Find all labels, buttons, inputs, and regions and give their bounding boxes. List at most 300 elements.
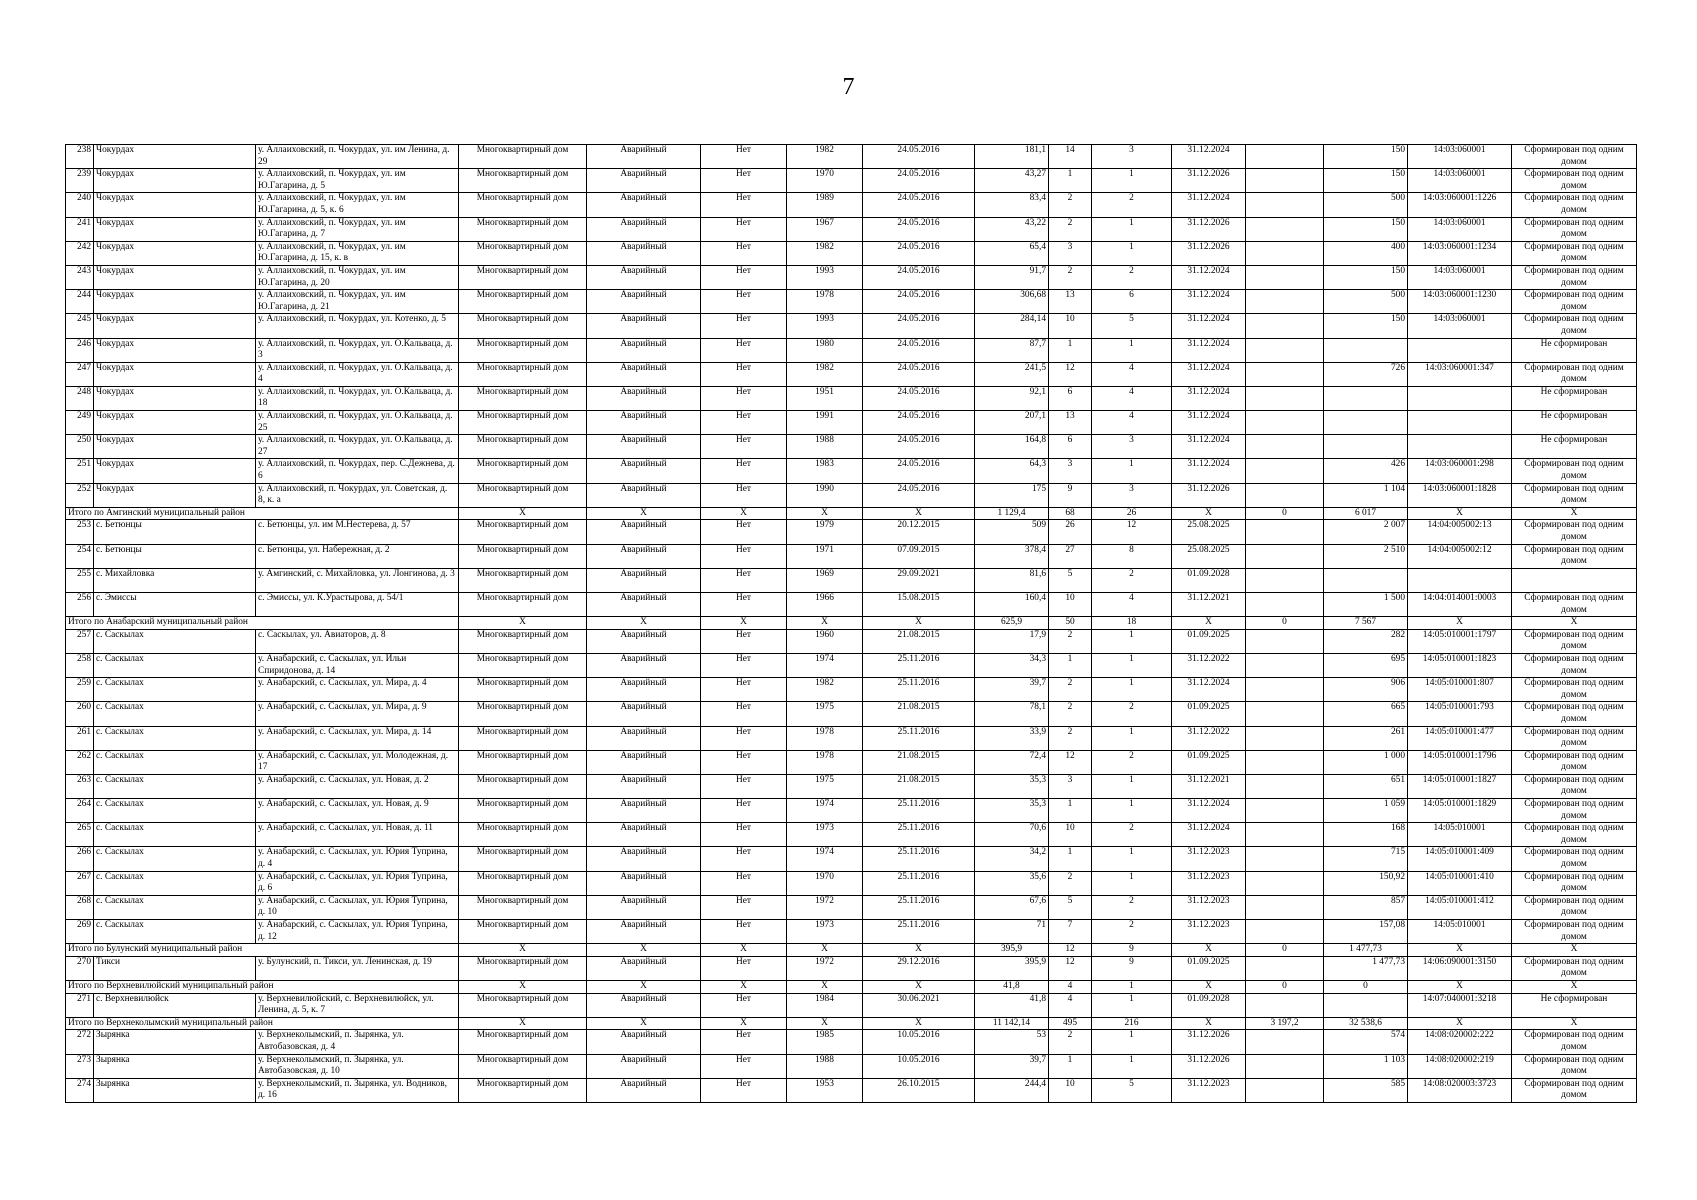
table-cell: 14:06:090001:3150 xyxy=(1408,956,1512,980)
table-cell: 242 xyxy=(66,241,94,265)
table-cell: 31.12.2021 xyxy=(1172,774,1246,798)
table-cell: 31.12.2023 xyxy=(1172,895,1246,919)
table-cell: 24.05.2016 xyxy=(863,435,975,459)
table-cell: Нет xyxy=(701,362,787,386)
table-cell: 25.11.2016 xyxy=(863,847,975,871)
table-cell: 1972 xyxy=(787,895,863,919)
table-cell: 1 xyxy=(1049,338,1092,362)
table-cell: 262 xyxy=(66,750,94,774)
table-cell: 4 xyxy=(1092,592,1172,616)
table-cell: 18 xyxy=(1092,617,1172,630)
table-cell: 181,1 xyxy=(975,145,1049,169)
table-cell: Не сформирован xyxy=(1512,993,1637,1017)
table-cell: 43,22 xyxy=(975,217,1049,241)
table-cell: у. Анабарский, с. Саскылах, ул. Новая, д. 9 xyxy=(256,799,459,823)
table-cell: 247 xyxy=(66,362,94,386)
table-cell: 3 197,2 xyxy=(1246,1017,1324,1030)
table-row xyxy=(66,629,1637,653)
table-cell: Нет xyxy=(701,483,787,507)
table-cell: 715 xyxy=(1324,847,1408,871)
table-cell xyxy=(1408,411,1512,435)
table-cell: 0 xyxy=(1324,980,1408,993)
table-cell: Аварийный xyxy=(587,459,701,483)
table-cell: 25.11.2016 xyxy=(863,895,975,919)
table-cell: 164,8 xyxy=(975,435,1049,459)
table-cell: Аварийный xyxy=(587,544,701,568)
table-cell: 1 xyxy=(1092,980,1172,993)
table-cell: Не сформирован xyxy=(1512,435,1637,459)
table-cell: 1974 xyxy=(787,847,863,871)
table-cell: 1974 xyxy=(787,799,863,823)
table-cell: 0 xyxy=(1246,944,1324,957)
table-cell: 261 xyxy=(66,726,94,750)
table-cell: Сформирован под одним домом xyxy=(1512,823,1637,847)
table-cell: 11 142,14 xyxy=(975,1017,1049,1030)
table-cell: у. Аллаиховский, п. Чокурдах, ул. им Ю.Гагарина, д. 5 xyxy=(256,169,459,193)
table-cell: с. Саскылах xyxy=(94,702,256,726)
table-cell: 651 xyxy=(1324,774,1408,798)
table-cell: Аварийный xyxy=(587,169,701,193)
table-cell: 24.05.2016 xyxy=(863,265,975,289)
table-cell: 282 xyxy=(1324,629,1408,653)
table-cell: 5 xyxy=(1092,1078,1172,1102)
table-cell: 2 xyxy=(1092,193,1172,217)
table-cell: 14:08:020002:219 xyxy=(1408,1054,1512,1078)
table-cell: X xyxy=(701,944,787,957)
table-cell xyxy=(1246,265,1324,289)
district-total-row xyxy=(66,1017,1637,1030)
table-cell: Аварийный xyxy=(587,895,701,919)
table-cell: 500 xyxy=(1324,193,1408,217)
table-row xyxy=(66,678,1637,702)
table-cell: Чокурдах xyxy=(94,314,256,338)
table-cell: 1993 xyxy=(787,314,863,338)
table-cell xyxy=(1246,193,1324,217)
table-cell: у. Аллаиховский, п. Чокурдах, ул. им Ю.Гагарина, д. 15, к. в xyxy=(256,241,459,265)
table-cell: у. Аллаиховский, п. Чокурдах, ул. О.Кальваца, д. 4 xyxy=(256,362,459,386)
table-cell: 3 xyxy=(1049,459,1092,483)
table-cell: у. Аллаиховский, п. Чокурдах, пер. С.Дежнева, д. 6 xyxy=(256,459,459,483)
table-cell: Нет xyxy=(701,920,787,944)
table-cell: Чокурдах xyxy=(94,435,256,459)
table-cell: Чокурдах xyxy=(94,411,256,435)
table-cell: Сформирован под одним домом xyxy=(1512,314,1637,338)
table-cell: 268 xyxy=(66,895,94,919)
table-cell: 26.10.2015 xyxy=(863,1078,975,1102)
table-row xyxy=(66,726,1637,750)
table-cell: Многоквартирный дом xyxy=(459,568,587,592)
table-cell: 238 xyxy=(66,145,94,169)
table-cell: 2 007 xyxy=(1324,520,1408,544)
table-cell: 24.05.2016 xyxy=(863,169,975,193)
table-cell: Чокурдах xyxy=(94,193,256,217)
table-cell: 01.09.2028 xyxy=(1172,568,1246,592)
table-cell: Нет xyxy=(701,568,787,592)
table-cell: X xyxy=(587,980,701,993)
table-cell: Сформирован под одним домом xyxy=(1512,895,1637,919)
table-cell: 426 xyxy=(1324,459,1408,483)
table-cell: 21.08.2015 xyxy=(863,750,975,774)
table-cell xyxy=(1324,568,1408,592)
table-cell: 1985 xyxy=(787,1030,863,1054)
table-cell: Многоквартирный дом xyxy=(459,362,587,386)
table-cell: 17,9 xyxy=(975,629,1049,653)
table-cell: Сформирован под одним домом xyxy=(1512,592,1637,616)
table-cell: 14:03:060001:1230 xyxy=(1408,290,1512,314)
table-cell: Нет xyxy=(701,193,787,217)
table-cell xyxy=(1246,145,1324,169)
table-cell: 5 xyxy=(1092,314,1172,338)
table-cell: 31.12.2023 xyxy=(1172,847,1246,871)
table-row xyxy=(66,217,1637,241)
table-cell: X xyxy=(1512,1017,1637,1030)
table-cell: 53 xyxy=(975,1030,1049,1054)
table-cell: 71 xyxy=(975,920,1049,944)
table-cell: 6 017 xyxy=(1324,507,1408,520)
table-cell: 14:03:060001 xyxy=(1408,217,1512,241)
table-cell: 32 538,6 xyxy=(1324,1017,1408,1030)
table-cell: 249 xyxy=(66,411,94,435)
table-cell: 1 xyxy=(1049,847,1092,871)
table-cell: у. Анабарский, с. Саскылах, ул. Мира, д. 9 xyxy=(256,702,459,726)
table-cell: Сформирован под одним домом xyxy=(1512,1078,1637,1102)
table-cell: 1 xyxy=(1092,847,1172,871)
table-cell: 31.12.2024 xyxy=(1172,338,1246,362)
table-cell: 4 xyxy=(1049,993,1092,1017)
table-cell: 12 xyxy=(1049,944,1092,957)
table-cell: 24.05.2016 xyxy=(863,338,975,362)
table-cell: 25.11.2016 xyxy=(863,871,975,895)
table-cell: 2 xyxy=(1092,895,1172,919)
table-cell: 7 567 xyxy=(1324,617,1408,630)
table-row xyxy=(66,386,1637,410)
table-cell: с. Саскылах xyxy=(94,871,256,895)
table-cell: 07.09.2015 xyxy=(863,544,975,568)
table-cell: Аварийный xyxy=(587,799,701,823)
table-cell: 15.08.2015 xyxy=(863,592,975,616)
table-cell: 2 xyxy=(1049,702,1092,726)
table-cell xyxy=(1246,483,1324,507)
table-cell: 1970 xyxy=(787,871,863,895)
table-cell: 1 xyxy=(1092,726,1172,750)
table-row xyxy=(66,1078,1637,1102)
table-cell: 1979 xyxy=(787,520,863,544)
table-cell: 01.09.2028 xyxy=(1172,993,1246,1017)
table-row xyxy=(66,920,1637,944)
table-row xyxy=(66,265,1637,289)
table-cell: 1971 xyxy=(787,544,863,568)
table-cell xyxy=(1246,568,1324,592)
table-cell: 70,6 xyxy=(975,823,1049,847)
table-cell xyxy=(1246,592,1324,616)
table-cell: X xyxy=(701,617,787,630)
district-total-label: Итого по Анабарский муниципальный район xyxy=(66,617,459,630)
table-cell: Многоквартирный дом xyxy=(459,435,587,459)
table-cell: Аварийный xyxy=(587,592,701,616)
table-cell: Аварийный xyxy=(587,678,701,702)
table-cell: 150 xyxy=(1324,145,1408,169)
table-cell: 31.12.2023 xyxy=(1172,920,1246,944)
table-cell: 14:03:060001:1226 xyxy=(1408,193,1512,217)
table-cell: Сформирован под одним домом xyxy=(1512,920,1637,944)
table-row xyxy=(66,314,1637,338)
table-row xyxy=(66,362,1637,386)
table-cell: Сформирован под одним домом xyxy=(1512,1030,1637,1054)
table-cell: 857 xyxy=(1324,895,1408,919)
table-cell: 1 129,4 xyxy=(975,507,1049,520)
table-cell: X xyxy=(587,507,701,520)
table-cell: у. Анабарский, с. Саскылах, ул. Юрия Туприна, д. 4 xyxy=(256,847,459,871)
table-cell: у. Аллаиховский, п. Чокурдах, ул. им Ю.Гагарина, д. 7 xyxy=(256,217,459,241)
table-cell: 256 xyxy=(66,592,94,616)
table-cell: 14:05:010001:793 xyxy=(1408,702,1512,726)
table-cell: 29.09.2021 xyxy=(863,568,975,592)
table-row xyxy=(66,1054,1637,1078)
table-cell: Зырянка xyxy=(94,1054,256,1078)
table-cell: 43,27 xyxy=(975,169,1049,193)
table-cell: с. Саскылах xyxy=(94,823,256,847)
table-cell: Аварийный xyxy=(587,290,701,314)
table-cell: 3 xyxy=(1049,241,1092,265)
table-cell: 3 xyxy=(1049,774,1092,798)
table-cell: 1 xyxy=(1092,678,1172,702)
table-cell: Чокурдах xyxy=(94,338,256,362)
table-cell: Сформирован под одним домом xyxy=(1512,1054,1637,1078)
table-row xyxy=(66,871,1637,895)
table-cell: Многоквартирный дом xyxy=(459,411,587,435)
table-cell: Чокурдах xyxy=(94,217,256,241)
table-cell: с. Саскылах xyxy=(94,726,256,750)
table-cell: 31.12.2024 xyxy=(1172,314,1246,338)
table-cell: Аварийный xyxy=(587,265,701,289)
table-cell: 50 xyxy=(1049,617,1092,630)
table-cell: 400 xyxy=(1324,241,1408,265)
table-cell: 31.12.2021 xyxy=(1172,592,1246,616)
table-cell: 2 xyxy=(1092,265,1172,289)
table-cell: 31.12.2024 xyxy=(1172,678,1246,702)
table-cell: Многоквартирный дом xyxy=(459,1054,587,1078)
table-cell: 500 xyxy=(1324,290,1408,314)
table-cell: 14:03:060001:1828 xyxy=(1408,483,1512,507)
table-cell: с. Саскылах xyxy=(94,895,256,919)
table-cell: 2 xyxy=(1092,920,1172,944)
table-row xyxy=(66,520,1637,544)
table-cell xyxy=(1246,750,1324,774)
table-cell: 14:07:040001:3218 xyxy=(1408,993,1512,1017)
table-cell xyxy=(1246,544,1324,568)
table-cell: Аварийный xyxy=(587,920,701,944)
table-cell: Аварийный xyxy=(587,362,701,386)
table-cell xyxy=(1324,993,1408,1017)
table-cell: Нет xyxy=(701,544,787,568)
table-cell: 31.12.2024 xyxy=(1172,386,1246,410)
table-row xyxy=(66,993,1637,1017)
table-cell: 1 xyxy=(1092,774,1172,798)
table-cell: 6 xyxy=(1049,435,1092,459)
table-row xyxy=(66,956,1637,980)
table-cell: 14:03:060001 xyxy=(1408,145,1512,169)
table-cell: 34,2 xyxy=(975,847,1049,871)
table-cell: 4 xyxy=(1092,386,1172,410)
table-cell: у. Анабарский, с. Саскылах, ул. Мира, д. 4 xyxy=(256,678,459,702)
table-cell: X xyxy=(459,617,587,630)
table-cell: 31.12.2026 xyxy=(1172,241,1246,265)
table-cell: 24.05.2016 xyxy=(863,386,975,410)
table-cell: 27 xyxy=(1049,544,1092,568)
table-cell: 241,5 xyxy=(975,362,1049,386)
table-cell: X xyxy=(1408,1017,1512,1030)
table-cell: 1989 xyxy=(787,193,863,217)
table-cell: X xyxy=(1512,617,1637,630)
table-cell: Многоквартирный дом xyxy=(459,338,587,362)
table-cell: Нет xyxy=(701,265,787,289)
table-cell: 31.12.2024 xyxy=(1172,290,1246,314)
table-cell: 150,92 xyxy=(1324,871,1408,895)
table-cell: 284,14 xyxy=(975,314,1049,338)
table-cell: 9 xyxy=(1092,956,1172,980)
table-cell: Аварийный xyxy=(587,726,701,750)
table-cell: Аварийный xyxy=(587,483,701,507)
table-cell: 14:08:020002:222 xyxy=(1408,1030,1512,1054)
table-cell xyxy=(1246,895,1324,919)
table-cell: Нет xyxy=(701,314,787,338)
table-cell: 35,3 xyxy=(975,774,1049,798)
table-cell: 266 xyxy=(66,847,94,871)
table-cell: 175 xyxy=(975,483,1049,507)
table-cell xyxy=(1246,217,1324,241)
table-cell: Нет xyxy=(701,895,787,919)
table-cell: Нет xyxy=(701,145,787,169)
table-cell: 14:05:010001:412 xyxy=(1408,895,1512,919)
table-cell: 1 xyxy=(1092,799,1172,823)
table-cell xyxy=(1246,774,1324,798)
table-cell: 3 xyxy=(1092,483,1172,507)
table-cell: 253 xyxy=(66,520,94,544)
table-cell: у. Аллаиховский, п. Чокурдах, ул. им Ю.Гагарина, д. 5, к. 6 xyxy=(256,193,459,217)
housing-registry-table xyxy=(65,144,1637,1103)
table-cell: Нет xyxy=(701,774,787,798)
table-cell: 25.11.2016 xyxy=(863,799,975,823)
table-cell xyxy=(1246,338,1324,362)
table-cell: 272 xyxy=(66,1030,94,1054)
table-cell: Нет xyxy=(701,1054,787,1078)
table-cell: Аварийный xyxy=(587,338,701,362)
table-cell: Многоквартирный дом xyxy=(459,193,587,217)
table-cell: 1974 xyxy=(787,653,863,677)
table-cell: 10 xyxy=(1049,592,1092,616)
table-cell: 31.12.2024 xyxy=(1172,411,1246,435)
table-cell: 2 xyxy=(1049,193,1092,217)
table-cell: 1 xyxy=(1049,169,1092,193)
table-cell: X xyxy=(587,1017,701,1030)
table-cell: Чокурдах xyxy=(94,145,256,169)
table-cell xyxy=(1246,459,1324,483)
table-cell: 14:04:005002:12 xyxy=(1408,544,1512,568)
table-cell: 31.12.2024 xyxy=(1172,145,1246,169)
table-cell xyxy=(1246,435,1324,459)
table-cell: Аварийный xyxy=(587,1054,701,1078)
table-cell: 14:05:010001 xyxy=(1408,920,1512,944)
table-cell: Аварийный xyxy=(587,653,701,677)
table-cell: 2 xyxy=(1049,871,1092,895)
district-total-row xyxy=(66,507,1637,520)
table-cell xyxy=(1246,314,1324,338)
table-cell: 24.05.2016 xyxy=(863,217,975,241)
district-total-label: Итого по Верхневилюйский муниципальный район xyxy=(66,980,459,993)
table-cell: X xyxy=(787,1017,863,1030)
table-cell: у. Аллаиховский, п. Чокурдах, ул. О.Кальваца, д. 27 xyxy=(256,435,459,459)
table-cell: X xyxy=(701,980,787,993)
table-cell: Нет xyxy=(701,459,787,483)
table-cell xyxy=(1246,411,1324,435)
table-cell: Нет xyxy=(701,217,787,241)
table-cell: 14:03:060001:298 xyxy=(1408,459,1512,483)
table-cell: 12 xyxy=(1049,362,1092,386)
table-cell: 2 xyxy=(1049,265,1092,289)
table-cell: 1978 xyxy=(787,290,863,314)
table-cell: 21.08.2015 xyxy=(863,629,975,653)
table-row xyxy=(66,483,1637,507)
table-cell xyxy=(1246,871,1324,895)
table-cell: Сформирован под одним домом xyxy=(1512,629,1637,653)
table-cell: у. Верхнеколымский, п. Зырянка, ул. Автобазовская, д. 10 xyxy=(256,1054,459,1078)
table-row xyxy=(66,895,1637,919)
table-cell: Нет xyxy=(701,290,787,314)
table-cell: 01.09.2025 xyxy=(1172,702,1246,726)
table-cell: 24.05.2016 xyxy=(863,193,975,217)
table-cell: у. Аллаиховский, п. Чокурдах, ул. им Ю.Гагарина, д. 20 xyxy=(256,265,459,289)
table-row xyxy=(66,1030,1637,1054)
table-cell: 24.05.2016 xyxy=(863,411,975,435)
table-cell: Многоквартирный дом xyxy=(459,483,587,507)
table-cell: 252 xyxy=(66,483,94,507)
table-cell: 24.05.2016 xyxy=(863,290,975,314)
table-cell: 2 xyxy=(1092,568,1172,592)
table-cell xyxy=(1246,847,1324,871)
table-cell: 1 xyxy=(1049,799,1092,823)
table-cell: Многоквартирный дом xyxy=(459,871,587,895)
table-cell: с. Саскылах xyxy=(94,920,256,944)
table-cell: 2 510 xyxy=(1324,544,1408,568)
table-cell: X xyxy=(1408,980,1512,993)
table-cell: Многоквартирный дом xyxy=(459,592,587,616)
table-cell xyxy=(1246,386,1324,410)
table-cell: 30.06.2021 xyxy=(863,993,975,1017)
table-cell: 265 xyxy=(66,823,94,847)
table-cell: 168 xyxy=(1324,823,1408,847)
table-cell: 41,8 xyxy=(975,993,1049,1017)
table-cell: 10 xyxy=(1049,823,1092,847)
table-cell: 270 xyxy=(66,956,94,980)
table-cell: 14:03:060001 xyxy=(1408,314,1512,338)
table-cell: 251 xyxy=(66,459,94,483)
table-cell: 25.08.2025 xyxy=(1172,544,1246,568)
table-cell: Сформирован под одним домом xyxy=(1512,750,1637,774)
table-cell: 1972 xyxy=(787,956,863,980)
table-cell: 31.12.2026 xyxy=(1172,169,1246,193)
table-cell xyxy=(1246,290,1324,314)
table-cell: Нет xyxy=(701,678,787,702)
table-cell: 1 xyxy=(1092,653,1172,677)
table-cell: 259 xyxy=(66,678,94,702)
table-cell: Аварийный xyxy=(587,956,701,980)
table-cell: 1988 xyxy=(787,435,863,459)
table-cell: Аварийный xyxy=(587,702,701,726)
table-cell: 395,9 xyxy=(975,956,1049,980)
table-cell: с. Саскылах, ул. Авиаторов, д. 8 xyxy=(256,629,459,653)
table-cell: у. Аллаиховский, п. Чокурдах, ул. О.Кальваца, д. 3 xyxy=(256,338,459,362)
table-cell: 0 xyxy=(1246,617,1324,630)
